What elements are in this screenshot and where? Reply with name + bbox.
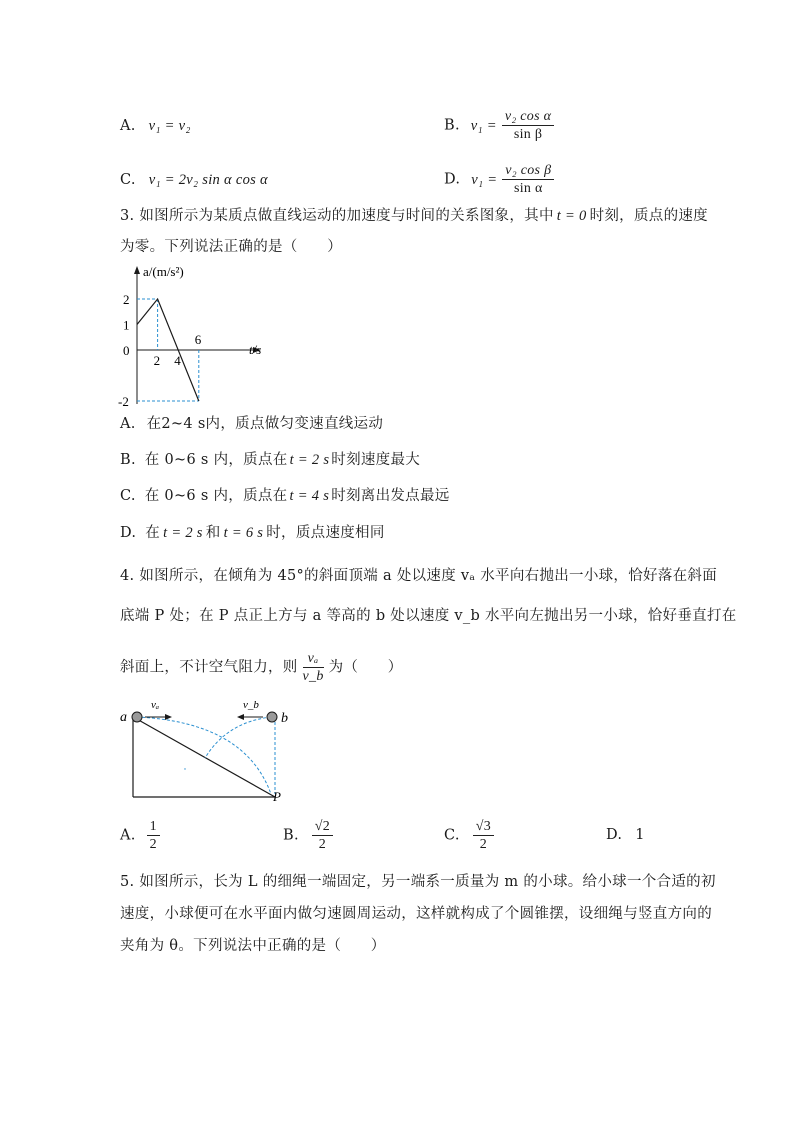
option-math: t = 4 s [289, 488, 330, 504]
q4-stem-line1: 4. 如图所示，在倾角为 45°的斜面顶端 a 处以速度 vₐ 水平向右抛出一小球，恰好落在斜面 [120, 568, 718, 584]
q4-stem-pre: 斜面上，不计空气阻力，则 [120, 659, 298, 676]
denominator: 2 [318, 837, 327, 852]
label-vb: v_b [243, 699, 259, 711]
option-label: C. [444, 827, 460, 844]
option-lhs: v₁ = [471, 171, 498, 188]
incline-projectile-figure [115, 694, 295, 806]
x-tick-label-6: 6 [194, 332, 202, 347]
option-label: C. [120, 172, 136, 188]
label-point-p: P [273, 789, 281, 804]
q2-option-b [444, 108, 554, 143]
numerator: 1 [147, 818, 160, 836]
velocity-arrow-a-head [165, 714, 172, 720]
denominator: sin α [513, 181, 543, 196]
q3-option-a [120, 414, 383, 434]
option-expression: v₁ = 2v₂ sin α cos α [148, 172, 268, 188]
label-va: vₐ [151, 699, 160, 711]
q4-stem-line3 [120, 650, 403, 685]
option-lhs: v₁ = [470, 117, 497, 134]
numerator: √2 [312, 818, 333, 836]
numerator: v₂ cos α [502, 108, 555, 126]
option-pre: 在 0~6 s 内，质点在 [144, 488, 288, 504]
trajectory-a [137, 717, 271, 794]
q3-stem-math: t = 0 [556, 208, 587, 224]
denominator: v_b [302, 669, 324, 684]
q5-stem-line3: 夹角为 θ。下列说法中正确的是（ ） [120, 938, 386, 954]
fraction [147, 818, 160, 853]
q3-option-d [120, 523, 385, 543]
option-label: C. [120, 488, 136, 504]
q3-stem-post: 时刻，质点的速度 [589, 208, 708, 224]
option-math-1: t = 2 s [163, 525, 203, 541]
trajectory-b [205, 717, 271, 758]
label-point-b: b [281, 711, 288, 726]
q3-stem-line1 [120, 206, 708, 226]
option-label: A. [120, 416, 136, 432]
y-tick-label-2: 2 [123, 292, 130, 307]
label-point-a: a [120, 710, 127, 725]
q5-stem-line1: 5. 如图所示，长为 L 的细绳一端固定，另一端系一质量为 m 的小球。给小球一个合适的初 [120, 874, 716, 890]
option-label: A. [120, 827, 136, 844]
fraction [473, 818, 494, 853]
q3-stem-pre: 3. 如图所示为某质点做直线运动的加速度与时间的关系图象，其中 [120, 208, 554, 224]
option-text: 1 [635, 827, 645, 843]
option-mid: 和 [205, 525, 221, 541]
y-tick-label-1: 1 [123, 317, 130, 333]
q3-stem-line2: 为零。下列说法正确的是（ ） [120, 239, 342, 255]
y-axis-arrow [134, 266, 140, 274]
numerator: vₐ [303, 650, 324, 668]
y-tick-label-neg2: -2 [118, 394, 129, 409]
option-label: D. [606, 827, 623, 843]
option-pre: 在 [145, 525, 161, 541]
ball-a [132, 712, 142, 722]
q4-stem-post: 为（ ） [328, 659, 403, 676]
y-tick-label-0: 0 [123, 343, 130, 358]
option-label: B. [444, 117, 460, 134]
q4-option-d [606, 825, 645, 845]
numerator: v₂ cos β [502, 162, 554, 180]
option-label: B. [283, 827, 299, 844]
option-expression: v₁ = v₂ [148, 118, 191, 134]
option-pre: 在 0~6 s 内，质点在 [144, 452, 288, 468]
q4-option-b [283, 818, 333, 853]
q2-option-a [120, 116, 191, 136]
x-tick-label-4: 4 [174, 353, 181, 368]
option-post: 时刻离出发点最远 [331, 488, 450, 504]
denominator: 2 [149, 837, 157, 852]
option-label: B. [120, 452, 136, 468]
option-text: 在2~4 s内，质点做匀变速直线运动 [146, 416, 384, 432]
fraction [312, 818, 333, 853]
acceleration-time-chart [115, 262, 275, 410]
velocity-ratio-fraction [303, 650, 324, 685]
velocity-arrow-b-head [237, 714, 244, 720]
q4-option-c [444, 818, 494, 853]
q2-option-c [120, 170, 268, 190]
option-label: D. [444, 171, 461, 188]
option-post: 时刻速度最大 [331, 452, 421, 468]
fraction [502, 162, 554, 197]
dot-mark [184, 768, 185, 769]
ball-b [267, 712, 277, 722]
option-label: D. [120, 525, 137, 541]
y-axis-label: a/(m/s²) [143, 264, 184, 279]
denominator: 2 [479, 837, 488, 852]
x-axis-label: t/s [249, 342, 262, 357]
q3-option-c [120, 486, 450, 506]
numerator: √3 [473, 818, 494, 836]
q5-stem-line2: 速度，小球便可在水平面内做匀速圆周运动，这样就构成了个圆锥摆，设细绳与竖直方向的 [120, 906, 712, 922]
option-label: A. [120, 118, 136, 134]
q2-option-d [444, 162, 554, 197]
option-post: 时，质点速度相同 [266, 525, 385, 541]
q3-option-b [120, 450, 420, 470]
q4-stem-line2: 底端 P 处；在 P 点正上方与 a 等高的 b 处以速度 v_b 水平向左抛出另一小球，恰好垂直打在 [120, 608, 737, 624]
q4-option-a [120, 818, 160, 853]
fraction [502, 108, 555, 143]
x-tick-label-2: 2 [153, 353, 161, 368]
option-math: t = 2 s [289, 452, 330, 468]
option-math-2: t = 6 s [223, 525, 264, 541]
denominator: sin β [513, 127, 543, 142]
